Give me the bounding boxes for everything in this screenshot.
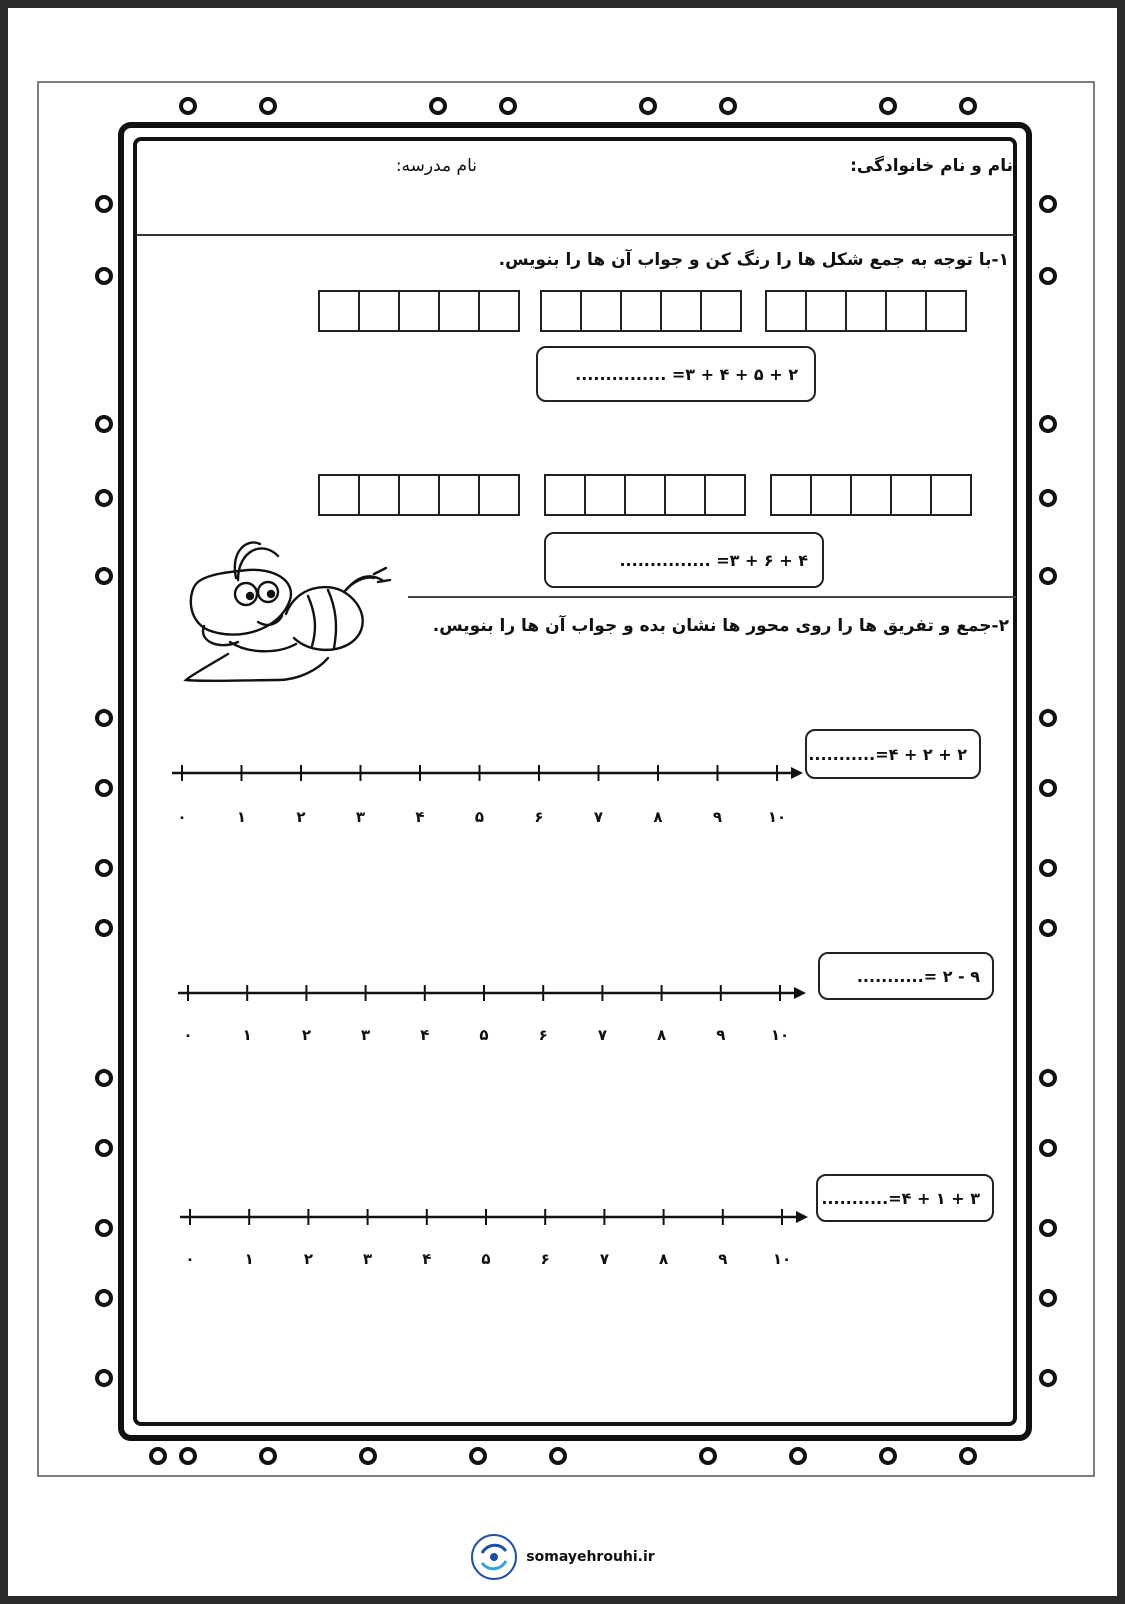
- number-line-equation-1[interactable]: ۲ + ۲ + ۴=...........: [805, 729, 981, 779]
- number-line-tick-label: ۰: [185, 1250, 195, 1268]
- frame-loop: [701, 1449, 715, 1463]
- number-line-tick-label: ۴: [415, 808, 425, 826]
- frame-loop: [1041, 1221, 1055, 1235]
- number-line-tick-label: ۱۰: [770, 1026, 790, 1044]
- color-square[interactable]: [765, 290, 807, 332]
- frame-loop: [97, 1371, 111, 1385]
- square-group: [318, 290, 520, 332]
- frame-loop: [1041, 491, 1055, 505]
- frame-loop: [261, 99, 275, 113]
- frame-loop: [97, 711, 111, 725]
- color-square[interactable]: [580, 290, 622, 332]
- number-line-tick-label: ۶: [538, 1026, 548, 1044]
- school-label: نام مدرسه:: [395, 156, 477, 176]
- number-line-3: [166, 1192, 816, 1242]
- frame-loop: [181, 99, 195, 113]
- square-group: [544, 474, 746, 516]
- square-group: [318, 474, 520, 516]
- frame-loop: [97, 269, 111, 283]
- color-square[interactable]: [398, 290, 440, 332]
- equation-box-2[interactable]: ۴ + ۶ + ۳= ...............: [544, 532, 824, 588]
- number-line-tick-label: ۵: [474, 808, 485, 826]
- number-line-tick-label: ۷: [597, 1026, 607, 1044]
- number-line-tick-label: ۲: [303, 1250, 313, 1268]
- color-square[interactable]: [544, 474, 586, 516]
- frame-loop: [261, 1449, 275, 1463]
- number-line-tick-label: ۸: [653, 808, 663, 826]
- frame-loop: [97, 1141, 111, 1155]
- color-square[interactable]: [318, 290, 360, 332]
- arrow-head-icon: [794, 987, 806, 999]
- frame-loop: [431, 99, 445, 113]
- number-line-1: [158, 748, 808, 798]
- frame-loop: [721, 99, 735, 113]
- arrow-head-icon: [791, 767, 803, 779]
- question-2-divider: [408, 596, 1016, 598]
- question-1-title: ۱-با توجه به جمع شکل ها را رنگ کن و جواب آن ها را بنویس.: [498, 250, 1009, 270]
- ant-cartoon-icon: [168, 530, 398, 700]
- equation-box-1[interactable]: ۲ + ۵ + ۴ + ۳= ...............: [536, 346, 816, 402]
- frame-loop: [181, 1449, 195, 1463]
- frame-loop: [641, 99, 655, 113]
- frame-loop: [97, 921, 111, 935]
- frame-loop: [97, 1291, 111, 1305]
- frame-loop: [151, 1449, 165, 1463]
- frame-loop: [97, 417, 111, 431]
- color-square[interactable]: [890, 474, 932, 516]
- color-square[interactable]: [664, 474, 706, 516]
- frame-loop: [1041, 921, 1055, 935]
- number-line-tick-label: ۲: [296, 808, 306, 826]
- number-line-tick-label: ۷: [593, 808, 604, 826]
- color-square[interactable]: [770, 474, 812, 516]
- number-line-tick-label: ۲: [301, 1026, 311, 1044]
- number-line-tick-label: ۵: [481, 1250, 491, 1268]
- color-square[interactable]: [660, 290, 702, 332]
- color-square[interactable]: [850, 474, 892, 516]
- number-line-2: [164, 968, 814, 1018]
- frame-loop: [97, 861, 111, 875]
- frame-loop: [97, 569, 111, 583]
- frame-loop: [501, 99, 515, 113]
- number-line-tick-label: ۱۰: [767, 808, 787, 826]
- frame-loop: [97, 1221, 111, 1235]
- number-line-tick-label: ۹: [718, 1250, 728, 1268]
- frame-loop: [1041, 861, 1055, 875]
- color-square[interactable]: [318, 474, 360, 516]
- color-square[interactable]: [358, 290, 400, 332]
- frame-loop: [1041, 711, 1055, 725]
- frame-loop: [1041, 1071, 1055, 1085]
- number-line-tick-label: ۶: [540, 1250, 550, 1268]
- header-divider: [136, 234, 1016, 236]
- frame-loop: [471, 1449, 485, 1463]
- color-square[interactable]: [704, 474, 746, 516]
- frame-loop: [361, 1449, 375, 1463]
- frame-loop: [97, 781, 111, 795]
- frame-loop: [1041, 781, 1055, 795]
- question-2-title: ۲-جمع و تفریق ها را روی محور ها نشان بده و جواب آن ها را بنویس.: [432, 616, 1009, 636]
- frame-loop: [1041, 269, 1055, 283]
- square-group: [765, 290, 967, 332]
- number-line-equation-3[interactable]: ۳ + ۱ + ۴=...........: [816, 1174, 994, 1222]
- footer-site[interactable]: somayehrouhi.ir: [526, 1549, 655, 1565]
- color-square[interactable]: [584, 474, 626, 516]
- frame-loop: [961, 1449, 975, 1463]
- frame-loop: [1041, 417, 1055, 431]
- number-line-tick-label: ۷: [599, 1250, 609, 1268]
- decorative-frame: [8, 8, 1117, 1596]
- number-line-tick-label: ۶: [534, 808, 544, 826]
- color-square[interactable]: [438, 474, 480, 516]
- frame-loop: [961, 99, 975, 113]
- color-square[interactable]: [810, 474, 852, 516]
- number-line-tick-label: ۱: [242, 1026, 252, 1044]
- brand-logo-icon: [470, 1533, 518, 1581]
- number-line-tick-label: ۴: [422, 1250, 432, 1268]
- number-line-tick-label: ۹: [716, 1026, 726, 1044]
- arrow-head-icon: [796, 1211, 808, 1223]
- color-square[interactable]: [478, 290, 520, 332]
- number-line-equation-2[interactable]: ۹ - ۲ =...........: [818, 952, 994, 1000]
- number-line-tick-label: ۰: [177, 808, 187, 826]
- square-group: [770, 474, 972, 516]
- color-square[interactable]: [805, 290, 847, 332]
- color-square[interactable]: [624, 474, 666, 516]
- number-line-tick-label: ۸: [657, 1026, 667, 1044]
- number-line-tick-label: ۸: [659, 1250, 669, 1268]
- footer: [8, 1533, 1117, 1581]
- color-square[interactable]: [930, 474, 972, 516]
- color-square[interactable]: [438, 290, 480, 332]
- color-square[interactable]: [700, 290, 742, 332]
- number-line-tick-label: ۰: [183, 1026, 193, 1044]
- number-line-tick-label: ۵: [479, 1026, 489, 1044]
- color-square[interactable]: [540, 290, 582, 332]
- number-line-tick-label: ۱: [244, 1250, 254, 1268]
- color-square[interactable]: [398, 474, 440, 516]
- color-square[interactable]: [885, 290, 927, 332]
- worksheet-page: [8, 8, 1117, 1596]
- color-square[interactable]: [358, 474, 400, 516]
- number-line-tick-label: ۱: [236, 808, 247, 826]
- frame-loop: [1041, 1371, 1055, 1385]
- number-line-tick-label: ۳: [355, 808, 366, 826]
- frame-loop: [551, 1449, 565, 1463]
- color-square[interactable]: [478, 474, 520, 516]
- color-square[interactable]: [620, 290, 662, 332]
- number-line-tick-label: ۴: [420, 1026, 430, 1044]
- number-line-tick-label: ۹: [712, 808, 723, 826]
- number-line-tick-label: ۱۰: [772, 1250, 792, 1268]
- frame-loop: [1041, 1141, 1055, 1155]
- frame-loop: [1041, 197, 1055, 211]
- square-group: [540, 290, 742, 332]
- frame-loop: [881, 99, 895, 113]
- frame-loop: [1041, 569, 1055, 583]
- frame-loop: [97, 197, 111, 211]
- frame-loop: [97, 1071, 111, 1085]
- number-line-tick-label: ۳: [363, 1250, 373, 1268]
- frame-loop: [791, 1449, 805, 1463]
- color-square[interactable]: [925, 290, 967, 332]
- frame-loop: [1041, 1291, 1055, 1305]
- color-square[interactable]: [845, 290, 887, 332]
- number-line-tick-label: ۳: [361, 1026, 371, 1044]
- name-label: نام و نام خانوادگی:: [850, 156, 1013, 176]
- frame-loop: [97, 491, 111, 505]
- frame-loop: [881, 1449, 895, 1463]
